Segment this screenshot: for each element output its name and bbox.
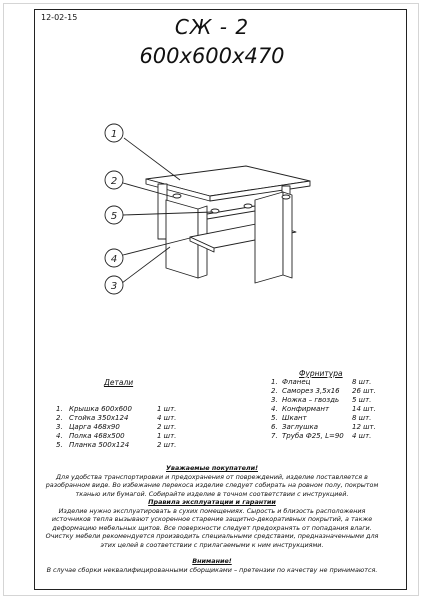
hardware-row: 4. Конфирмант 14 шт. [271,405,376,413]
attention-heading: Внимание! [192,557,232,565]
parts-row: 3. Царга 468х90 2 шт. [56,422,177,431]
hardware-row: 3. Ножка – гвоздь 5 шт. [271,396,372,404]
hardware-row: 6. Заглушка 12 шт. [271,423,376,431]
parts-row: 2. Стойка 350х124 4 шт. [56,413,177,422]
parts-list [56,405,197,450]
frame-right [255,192,283,283]
parts-row: 4. Полка 468х500 1 шт. [56,431,177,440]
hardware-row: 2. Саморез 3,5х16 26 шт. [271,387,376,395]
hardware-row: 5. Шкант 8 шт. [271,414,372,422]
rules-title: Правила эксплуатации и гарантии [148,498,276,506]
callout-label: 2 [110,176,118,187]
hardware-list [271,378,392,441]
rules-text: Изделие нужно эксплуатировать в сухих помещениях. Сырость и близость расположения источников тепла вызывают ускоренное старение защитно-декоративных покрытий, а также деформацию мебельных щитов. Все поверхности следует предохранять от попадания влаги. Очистку мебели рекомендуется производить специальными средствами, предназначенными для этих целей в соответствии с прилагаемыми к ним инструкциями. [45,507,379,549]
callout-label: 1 [110,129,118,140]
hardware-row: 7. Труба Ф25, L=90 4 шт. [271,432,372,440]
callout-label: 5 [110,211,118,222]
flange [244,204,252,208]
callout-label: 3 [110,281,118,292]
hardware-title: Фурнитура [299,369,343,378]
flange [282,195,290,199]
document-code: 12-02-15 [41,13,78,22]
parts-title: Детали [104,378,134,387]
callout-label: 4 [110,254,118,265]
parts-row: 1. Крышка 600х600 1 шт. [56,405,177,413]
hardware-row: 1. Фланец 8 шт. [271,378,372,386]
flange [173,194,181,198]
parts-row: 5. Планка 500х124 2 шт. [56,440,177,449]
notice-intro: Для удобства транспортировки и предохранения от повреждений, изделие поставляется в разобранном виде. Во избежание перекоса изделие следует собирать на ровном полу, покрытом тканью или бумагой. Собирайте изделие в точном соответствии с инструкцией. [45,473,379,498]
model-dimensions: 600x600x470 [139,44,285,68]
model-title: СЖ - 2 [174,15,250,39]
notice-greeting: Уважаемые покупатели! [166,464,258,472]
warning-text: В случае сборки неквалифицированными сборщиками – претензии по качеству не принимаются. [46,566,378,574]
